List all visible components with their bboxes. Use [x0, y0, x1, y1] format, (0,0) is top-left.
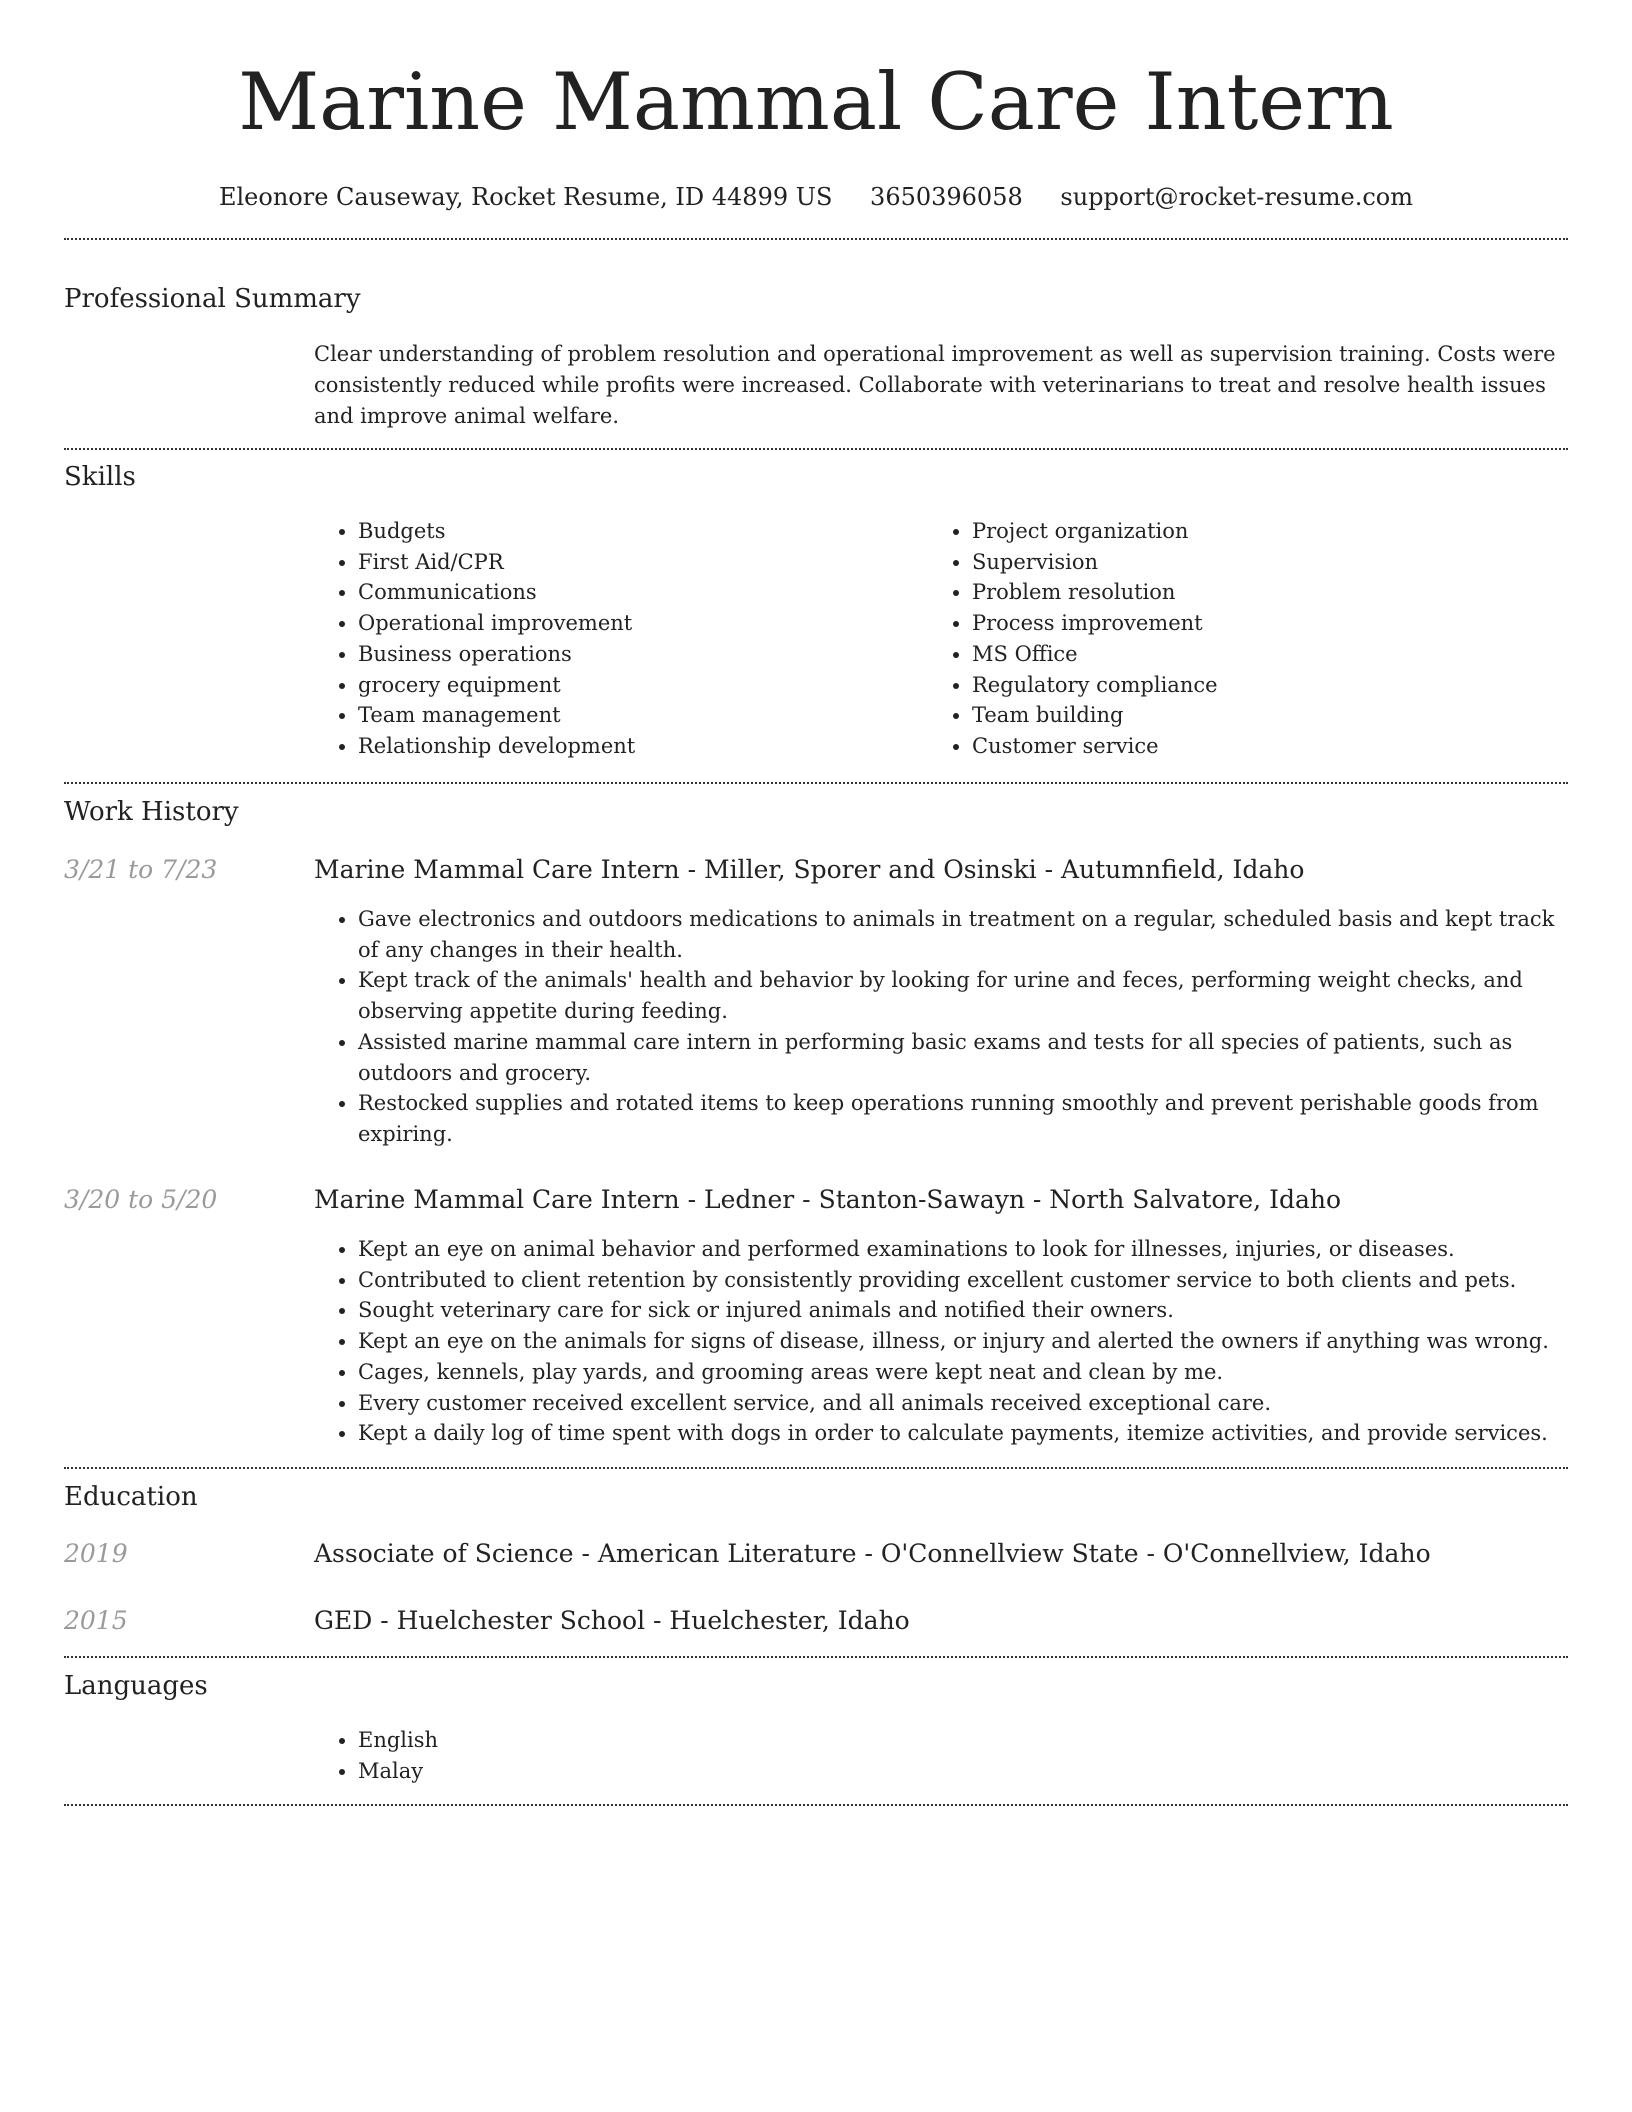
- education-year: 2019: [64, 1539, 128, 1568]
- skill-item: • MS Office: [972, 639, 1528, 670]
- divider: [64, 238, 1568, 240]
- divider: [64, 1467, 1568, 1469]
- skills-list-right: [928, 516, 1528, 762]
- work-heading: Work History: [64, 797, 239, 827]
- skill-item: • Process improvement: [972, 608, 1528, 639]
- resume-title: Marine Mammal Care Intern: [238, 56, 1394, 148]
- languages-heading: Languages: [64, 1671, 208, 1701]
- divider: [64, 1656, 1568, 1658]
- job-bullet: • Gave electronics and outdoors medications to animals in treatment on a regular, scheduled basis and kept track of any changes in their health.: [358, 904, 1564, 965]
- language-item: • Malay: [358, 1756, 1564, 1787]
- skills-right-column: [928, 516, 1528, 762]
- divider: [64, 448, 1568, 450]
- job-bullet: • Contributed to client retention by consistently providing excellent customer service to both clients and pets.: [358, 1265, 1564, 1296]
- job-dates: 3/20 to 5/20: [64, 1185, 218, 1214]
- skills-list-left: [314, 516, 914, 762]
- education-entry: Associate of Science - American Literature - O'Connellview State - O'Connellview, Idaho: [314, 1539, 1431, 1568]
- skill-item: • grocery equipment: [358, 670, 914, 701]
- job-bullet: • Sought veterinary care for sick or injured animals and notified their owners.: [358, 1295, 1564, 1326]
- skill-item: • Budgets: [358, 516, 914, 547]
- skill-item: • Problem resolution: [972, 577, 1528, 608]
- job-title: Marine Mammal Care Intern - Ledner - Stanton-Sawayn - North Salvatore, Idaho: [314, 1185, 1342, 1214]
- skill-item: • Operational improvement: [358, 608, 914, 639]
- divider: [64, 1804, 1568, 1806]
- skill-item: • Relationship development: [358, 731, 914, 762]
- skills-left-column: [314, 516, 914, 762]
- job-bullet: • Assisted marine mammal care intern in performing basic exams and tests for all species of patients, such as outdoors and grocery.: [358, 1027, 1564, 1088]
- skill-item: • Communications: [358, 577, 914, 608]
- skill-item: • Team building: [972, 700, 1528, 731]
- divider: [64, 782, 1568, 784]
- contact-line: [64, 182, 1568, 212]
- email: support@rocket-resume.com: [1060, 183, 1414, 211]
- languages-list-wrap: [314, 1725, 1564, 1786]
- skill-item: • Team management: [358, 700, 914, 731]
- job-bullets: [314, 1234, 1564, 1449]
- job-bullet: • Restocked supplies and rotated items to keep operations running smoothly and prevent perishable goods from expiring.: [358, 1088, 1564, 1149]
- skill-item: • Business operations: [358, 639, 914, 670]
- job-bullet: • Kept an eye on animal behavior and performed examinations to look for illnesses, injuries, or diseases.: [358, 1234, 1564, 1265]
- summary-text: Clear understanding of problem resolution and operational improvement as well as supervision training. Costs were consistently reduced while profits were increased. Collaborate with veterinarians to treat and resolve health issues and improve animal welfare.: [314, 342, 1556, 428]
- education-entry: GED - Huelchester School - Huelchester, Idaho: [314, 1606, 910, 1635]
- address: Eleonore Causeway, Rocket Resume, ID 44899 US: [218, 183, 833, 211]
- resume-page: [64, 0, 1568, 1783]
- skill-item: • Customer service: [972, 731, 1528, 762]
- skill-item: • First Aid/CPR: [358, 547, 914, 578]
- job-bullet: • Every customer received excellent service, and all animals received exceptional care.: [358, 1388, 1564, 1419]
- job-bullet: • Kept a daily log of time spent with dogs in order to calculate payments, itemize activities, and provide services.: [358, 1418, 1564, 1449]
- job-bullet-list: [314, 1234, 1564, 1449]
- job-dates: 3/21 to 7/23: [64, 855, 218, 884]
- job-bullet-list: [314, 904, 1564, 1150]
- job-bullet: • Kept track of the animals' health and behavior by looking for urine and feces, performing weight checks, and observing appetite during feeding.: [358, 965, 1564, 1026]
- job-bullet: • Cages, kennels, play yards, and grooming areas were kept neat and clean by me.: [358, 1357, 1564, 1388]
- skills-heading: Skills: [64, 462, 136, 492]
- language-item: • English: [358, 1725, 1564, 1756]
- job-bullet: • Kept an eye on the animals for signs of disease, illness, or injury and alerted the owners if anything was wrong.: [358, 1326, 1564, 1357]
- skill-item: • Regulatory compliance: [972, 670, 1528, 701]
- job-title: Marine Mammal Care Intern - Miller, Sporer and Osinski - Autumnfield, Idaho: [314, 855, 1305, 884]
- phone: 3650396058: [870, 183, 1023, 211]
- skill-item: • Project organization: [972, 516, 1528, 547]
- languages-list: [314, 1725, 1564, 1786]
- education-heading: Education: [64, 1482, 198, 1512]
- summary-heading: Professional Summary: [64, 284, 361, 314]
- education-year: 2015: [64, 1606, 128, 1635]
- skill-item: • Supervision: [972, 547, 1528, 578]
- job-bullets: [314, 904, 1564, 1150]
